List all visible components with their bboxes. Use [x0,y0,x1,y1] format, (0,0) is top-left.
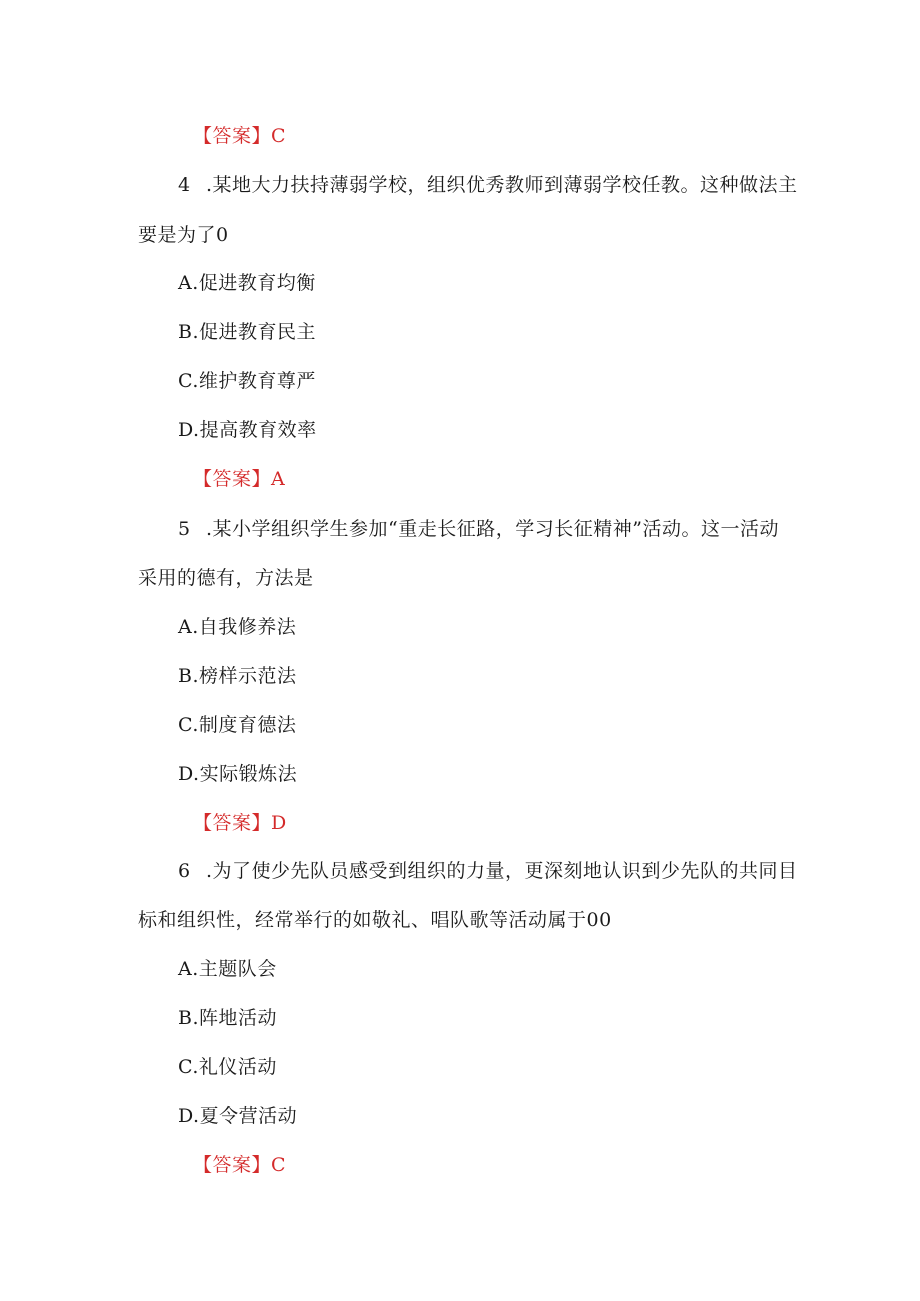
answer-label: 【答案】D [193,812,287,834]
option-d: D.夏令营活动 [178,1105,298,1127]
option-c: C.礼仪活动 [178,1056,277,1078]
option-a: A.促进教育均衡 [178,272,316,294]
question-stem [178,517,779,541]
question-text: .为了使少先队员感受到组织的力量，更深刻地认识到少先队的共同目 [206,860,798,882]
answer-label: 【答案】C [193,125,287,147]
option-b: B.榜样示范法 [178,665,297,687]
option-c: C.维护教育尊严 [178,370,316,392]
question-text: .某地大力扶持薄弱学校，组织优秀教师到薄弱学校任教。这种做法主 [206,174,798,196]
question-number: 5 [178,518,191,540]
question-number: 6 [178,860,191,882]
option-b: B.促进教育民主 [178,321,317,343]
option-a: A.主题队会 [178,958,277,980]
option-d: D.提高教育效率 [178,419,317,441]
option-a: A.自我修养法 [178,616,297,638]
answer-label: 【答案】A [193,468,286,490]
question-number: 4 [178,174,191,196]
option-b: B.阵地活动 [178,1007,278,1029]
answer-label: 【答案】C [193,1154,287,1176]
question-text-continued: 标和组织性，经常举行的如敬礼、唱队歌等活动属于00 [138,909,612,931]
question-text-continued: 要是为了0 [138,224,229,246]
question-text: .某小学组织学生参加“重走长征路，学习长征精神”活动。这一活动 [206,518,779,540]
question-text-continued: 采用的德有，方法是 [138,567,314,589]
option-d: D.实际锻炼法 [178,763,298,785]
option-c: C.制度育德法 [178,714,297,736]
question-stem [178,859,798,883]
question-stem [178,173,798,197]
